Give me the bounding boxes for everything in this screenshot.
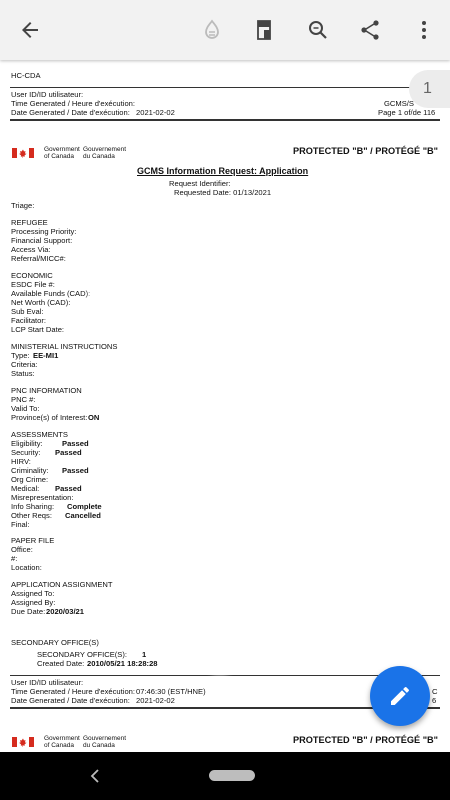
page-indicator: 1 xyxy=(409,70,450,108)
ministerial-criteria: Criteria: xyxy=(11,360,38,369)
app-toolbar xyxy=(0,0,450,60)
document-icon[interactable] xyxy=(246,12,282,48)
secondary-heading: SECONDARY OFFICE(S) xyxy=(11,638,99,647)
paper-file-heading: PAPER FILE xyxy=(11,536,55,545)
triage-label: Triage: xyxy=(11,201,35,210)
economic-field: ESDC File #: xyxy=(11,280,55,289)
redaction-mark xyxy=(93,250,115,330)
secondary-count-label: SECONDARY OFFICE(S): xyxy=(37,650,128,659)
due-date-value: 2020/03/21 xyxy=(46,607,85,616)
assessment-value: Passed xyxy=(62,439,89,448)
protected-b-label: PROTECTED "B" / PROTÉGÉ "B" xyxy=(293,146,439,156)
assessment-value: Cancelled xyxy=(65,511,101,520)
economic-field: Net Worth (CAD): xyxy=(11,298,71,307)
next-gov-en-line1: Government xyxy=(44,735,80,742)
pnc-number: PNC #: xyxy=(11,395,36,404)
pnc-province-label: Province(s) of Interest: xyxy=(11,413,88,422)
pnc-province-value: ON xyxy=(88,413,100,422)
footer-time-value: 07:46:30 (EST/HNE) xyxy=(136,687,206,696)
canada-flag-icon xyxy=(12,737,34,747)
footer-date-label: Date Generated / Date d'exécution: xyxy=(11,696,130,705)
header-double-rule xyxy=(10,119,440,121)
refugee-field: Referral/MICC#: xyxy=(11,254,66,263)
gov-fr-line2: du Canada xyxy=(83,153,115,160)
document-title: GCMS Information Request: Application xyxy=(137,166,309,176)
header-rule xyxy=(10,87,440,88)
more-vert-icon[interactable] xyxy=(406,12,442,48)
assessment-label: Medical: xyxy=(11,484,40,493)
header-user-label: User ID/ID utilisateur: xyxy=(11,90,84,99)
economic-field: LCP Start Date: xyxy=(11,325,65,334)
secondary-count-value: 1 xyxy=(142,650,147,659)
redaction-mark xyxy=(213,647,227,671)
requested-date: Requested Date: 01/13/2021 xyxy=(174,188,272,197)
ministerial-status: Status: xyxy=(11,369,35,378)
assessment-label: Final: xyxy=(11,520,30,529)
header-org: HC-CDA xyxy=(11,71,41,80)
footer-code-tail: C xyxy=(432,687,438,696)
assigned-to: Assigned To: xyxy=(11,589,55,598)
gov-en-line2: of Canada xyxy=(44,153,74,160)
nav-back-icon[interactable] xyxy=(86,766,106,786)
ministerial-heading: MINISTERIAL INSTRUCTIONS xyxy=(11,342,118,351)
economic-field: Sub Eval: xyxy=(11,307,44,316)
next-gov-fr-line2: du Canada xyxy=(83,742,115,749)
footer-user-label: User ID/ID utilisateur: xyxy=(11,678,84,687)
assessment-label: Other Reqs: xyxy=(11,511,52,520)
nav-home-pill-icon[interactable] xyxy=(209,770,255,781)
paper-file-number: #: xyxy=(11,554,18,563)
share-icon[interactable] xyxy=(352,12,388,48)
refugee-field: Financial Support: xyxy=(11,236,73,245)
paper-file-location: Location: xyxy=(11,563,42,572)
assessments-heading: ASSESSMENTS xyxy=(11,430,68,439)
assessment-value: Passed xyxy=(62,466,89,475)
assessment-label: Info Sharing: xyxy=(11,502,55,511)
assessment-label: HIRV: xyxy=(11,457,31,466)
assessment-value: Passed xyxy=(55,484,82,493)
header-date-value: 2021-02-02 xyxy=(136,108,175,117)
gov-en-line1: Government xyxy=(44,146,80,153)
search-icon[interactable] xyxy=(300,12,336,48)
assignment-heading: APPLICATION ASSIGNMENT xyxy=(11,580,113,589)
paper-file-office: Office: xyxy=(11,545,33,554)
next-gov-fr-line1: Gouvernement xyxy=(83,735,126,742)
pnc-valid-to: Valid To: xyxy=(11,404,40,413)
header-date-label: Date Generated / Date d'exécution: xyxy=(11,108,130,117)
economic-field: Facilitator: xyxy=(11,316,47,325)
economic-field: Available Funds (CAD): xyxy=(11,289,91,298)
system-nav-bar xyxy=(0,752,450,800)
secondary-created-label: Created Date: xyxy=(37,659,85,668)
pnc-heading: PNC INFORMATION xyxy=(11,386,82,395)
header-form-code: GCMS/S xyxy=(384,99,414,108)
refugee-field: Processing Priority: xyxy=(11,227,77,236)
assessment-label: Org Crime: xyxy=(11,475,49,484)
footer-date-value: 2021-02-02 xyxy=(136,696,175,705)
footer-rule xyxy=(10,675,440,676)
gov-fr-line1: Gouvernement xyxy=(83,146,126,153)
ink-saver-icon[interactable] xyxy=(194,12,230,48)
header-page-of: Page 1 of/de 116 xyxy=(378,108,436,117)
footer-time-label: Time Generated / Heure d'exécution: xyxy=(11,687,135,696)
economic-heading: ECONOMIC xyxy=(11,271,53,280)
request-identifier: Request Identifier: xyxy=(169,179,231,188)
canada-flag-icon xyxy=(12,148,34,158)
due-date-label: Due Date: xyxy=(11,607,46,616)
assessment-label: Misrepresentation: xyxy=(11,493,74,502)
pdf-document-view[interactable] xyxy=(0,60,450,760)
redaction-mark xyxy=(174,603,196,621)
assessment-label: Criminality: xyxy=(11,466,49,475)
edit-fab-button[interactable] xyxy=(370,666,430,726)
ministerial-type-value: EE-MI1 xyxy=(33,351,59,360)
footer-page-tail: 6 xyxy=(432,696,437,705)
assessment-label: Security: xyxy=(11,448,41,457)
ministerial-type-label: Type: xyxy=(11,351,30,360)
refugee-field: Access Via: xyxy=(11,245,51,254)
next-gov-en-line2: of Canada xyxy=(44,742,74,749)
edit-pencil-icon xyxy=(388,684,412,708)
header-time-label: Time Generated / Heure d'exécution: xyxy=(11,99,135,108)
next-protected-b-label: PROTECTED "B" / PROTÉGÉ "B" xyxy=(293,735,439,745)
back-arrow-icon[interactable] xyxy=(12,12,48,48)
assessment-value: Complete xyxy=(67,502,102,511)
assigned-by: Assigned By: xyxy=(11,598,56,607)
assessment-label: Eligibility: xyxy=(11,439,43,448)
secondary-created-value: 2010/05/21 18:28:28 xyxy=(87,659,158,668)
assessment-value: Passed xyxy=(55,448,82,457)
refugee-heading: REFUGEE xyxy=(11,218,48,227)
